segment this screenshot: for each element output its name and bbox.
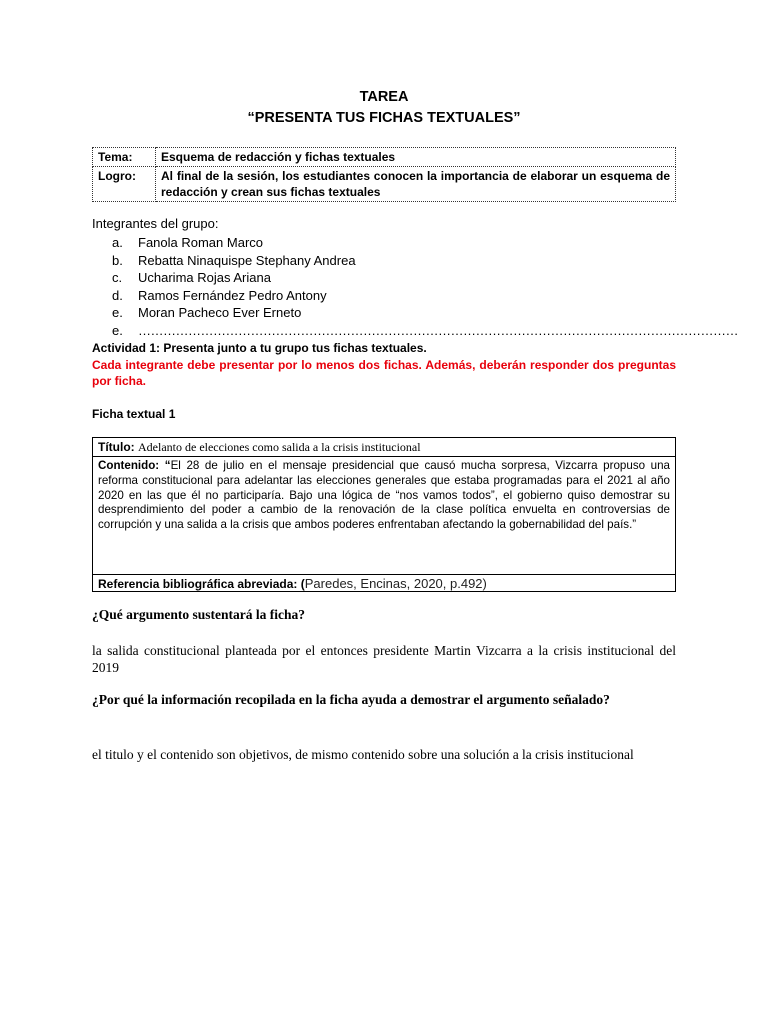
activity-title: Actividad 1: Presenta junto a tu grupo tus fichas textuales.	[92, 341, 427, 355]
question-2: ¿Por qué la información recopilada en la ficha ayuda a demostrar el argumento señalado?	[92, 692, 610, 707]
list-item	[112, 304, 738, 322]
member-name: Ramos Fernández Pedro Antony	[138, 287, 327, 303]
referencia-label: Referencia bibliográfica abreviada: (	[98, 577, 305, 591]
list-marker: e.	[112, 305, 123, 321]
logro-label: Logro:	[93, 167, 156, 202]
member-name: Rebatta Ninaquispe Stephany Andrea	[138, 252, 356, 268]
page-subtitle: “PRESENTA TUS FICHAS TEXTUALES”	[247, 110, 521, 126]
member-name: Fanola Roman Marco	[138, 235, 263, 250]
ficha-label: Ficha textual 1	[92, 407, 176, 421]
ficha-title-row	[93, 438, 675, 457]
list-marker: b.	[112, 252, 123, 268]
member-list	[112, 234, 738, 340]
referencia-value: Paredes, Encinas, 2020, p.492)	[304, 576, 487, 591]
tema-value: Esquema de redacción y fichas textuales	[156, 148, 676, 167]
list-item	[112, 322, 738, 340]
list-item	[112, 287, 738, 305]
answer-1: la salida constitucional planteada por el entonces presidente Martin Vizcarra a la crisis institucional del 2019	[92, 643, 676, 675]
list-marker: c.	[112, 270, 123, 286]
table-row	[93, 148, 676, 167]
member-blank-line: ………………………………………………………………………………………………………………………………	[138, 322, 738, 338]
meta-table	[92, 147, 676, 202]
tema-label: Tema:	[93, 148, 156, 167]
list-marker: a.	[112, 235, 123, 250]
table-row	[93, 167, 676, 202]
list-item	[112, 252, 738, 270]
titulo-value: Adelanto de elecciones como salida a la crisis institucional	[138, 440, 421, 454]
contenido-value: El 28 de julio en el mensaje presidencial que causó mucha sorpresa, Vizcarra propuso una reforma constitucional para adelantar las elecciones generales que estaba programadas para el 2021 al año 2020 en las que él no participaría. Bajo una lógica de “nos vamos todos”, el gobierno quiso demostrar su desprendimiento del poder a cambio de la renovación de la clase política envuelta en controversias de corrupción y una salida a la crisis que ambos poderes enfrentaban afectando la gobernabilidad del país.”	[98, 459, 670, 532]
activity-instruction: Cada integrante debe presentar por lo menos dos fichas. Además, deberán responder dos preguntas por ficha.	[92, 358, 676, 388]
member-name: Ucharima Rojas Ariana	[138, 270, 271, 286]
ficha-card	[92, 437, 676, 592]
list-marker: e.	[112, 322, 123, 338]
answer-2: el titulo y el contenido son objetivos, de mismo contenido sobre una solución a la crisis institucional	[92, 747, 634, 762]
ficha-content-row	[93, 457, 675, 574]
logro-value: Al final de la sesión, los estudiantes conocen la importancia de elaborar un esquema de redacción y crean sus fichas textuales	[156, 167, 676, 202]
contenido-label: Contenido: “	[98, 459, 171, 472]
page-title: TAREA	[359, 89, 409, 105]
member-name: Moran Pacheco Ever Erneto	[138, 305, 302, 321]
ficha-reference-row	[93, 574, 675, 593]
list-marker: d.	[112, 287, 123, 303]
group-heading: Integrantes del grupo:	[92, 216, 219, 231]
titulo-label: Título:	[98, 440, 135, 454]
list-item	[112, 269, 738, 287]
list-item	[112, 234, 738, 252]
question-1: ¿Qué argumento sustentará la ficha?	[92, 607, 305, 622]
